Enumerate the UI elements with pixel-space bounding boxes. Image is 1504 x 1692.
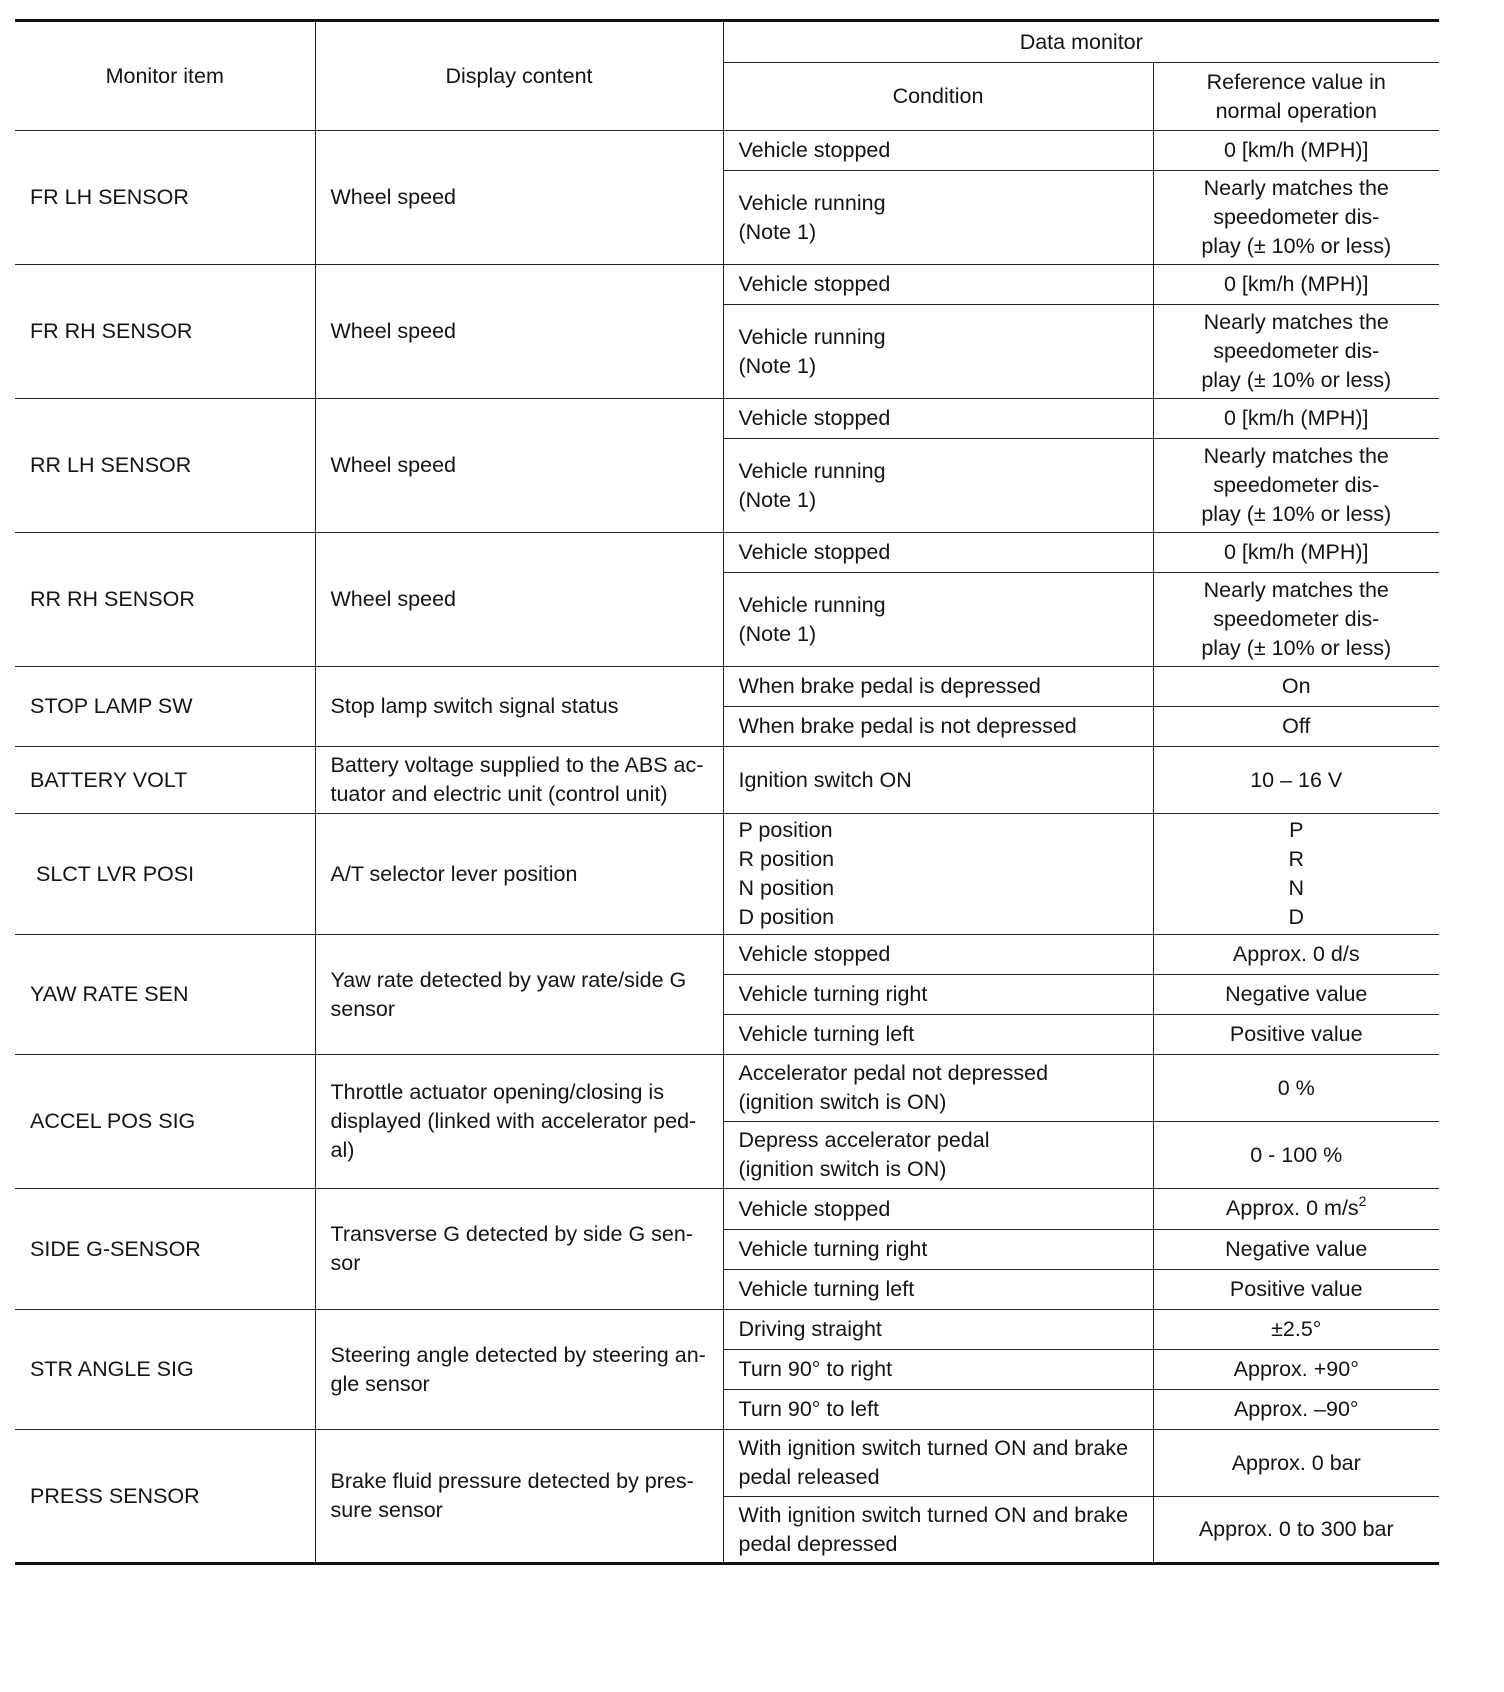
table-row <box>15 935 1439 975</box>
reference-value-text: Positive value <box>1229 1277 1363 1301</box>
display-content-cell: A/T selector lever position <box>315 814 723 935</box>
reference-value-cell <box>1153 439 1439 533</box>
reference-value-cell <box>1153 1015 1439 1055</box>
condition-cell: Vehicle turning right <box>723 1230 1153 1270</box>
reference-value-text: 0 - 100 % <box>1250 1142 1343 1167</box>
condition-cell: Vehicle stopped <box>723 935 1153 975</box>
reference-value-text: Approx. –90° <box>1233 1397 1359 1421</box>
condition-cell: Vehicle turning left <box>723 1270 1153 1310</box>
reference-value-cell <box>1153 935 1439 975</box>
monitor-item-cell: FR RH SENSOR <box>15 265 315 399</box>
display-content-cell: Brake fluid pressure detected by pres- sure sensor <box>315 1430 723 1564</box>
reference-value-cell <box>1153 1310 1439 1350</box>
condition-cell: Vehicle stopped <box>723 1189 1153 1230</box>
header-condition: Condition <box>723 63 1153 131</box>
table-row <box>15 131 1439 171</box>
condition-cell: Depress accelerator pedal (ignition switch is ON) <box>723 1122 1153 1189</box>
reference-value-cell <box>1153 707 1439 747</box>
display-content-cell: Throttle actuator opening/closing is displayed (linked with accelerator ped- al) <box>315 1055 723 1189</box>
reference-value-cell <box>1153 573 1439 667</box>
condition-cell: Vehicle stopped <box>723 265 1153 305</box>
condition-cell: P position R position N position D position <box>723 814 1153 935</box>
reference-value-text: Approx. +90° <box>1233 1357 1359 1381</box>
table-row <box>15 265 1439 305</box>
display-content-cell: Transverse G detected by side G sen- sor <box>315 1189 723 1310</box>
reference-value-cell <box>1153 747 1439 814</box>
reference-value-cell <box>1153 399 1439 439</box>
reference-value-cell <box>1153 171 1439 265</box>
reference-value-cell <box>1153 1055 1439 1122</box>
reference-value-text: Approx. 0 d/s <box>1232 942 1360 966</box>
monitor-item-cell: STOP LAMP SW <box>15 667 315 747</box>
condition-cell: With ignition switch turned ON and brake pedal released <box>723 1430 1153 1497</box>
reference-value-cell <box>1153 1350 1439 1390</box>
condition-cell: When brake pedal is depressed <box>723 667 1153 707</box>
header-data-monitor: Data monitor <box>723 21 1439 63</box>
table-row <box>15 1430 1439 1497</box>
condition-cell: Vehicle turning right <box>723 975 1153 1015</box>
table-row <box>15 399 1439 439</box>
reference-value-text: Negative value <box>1225 1237 1368 1261</box>
reference-value-cell <box>1153 131 1439 171</box>
display-content-cell: Wheel speed <box>315 399 723 533</box>
display-content-cell: Wheel speed <box>315 265 723 399</box>
condition-cell: Accelerator pedal not depressed (ignition switch is ON) <box>723 1055 1153 1122</box>
monitor-item-cell: RR RH SENSOR <box>15 533 315 667</box>
condition-cell: Vehicle running (Note 1) <box>723 439 1153 533</box>
reference-value-cell <box>1153 533 1439 573</box>
reference-value-text: P R N D <box>1288 818 1305 929</box>
reference-value-text: 0 [km/h (MPH)] <box>1223 540 1369 564</box>
header-display-content: Display content <box>315 21 723 131</box>
reference-value-cell <box>1153 265 1439 305</box>
monitor-item-cell: YAW RATE SEN <box>15 935 315 1055</box>
condition-cell: Vehicle stopped <box>723 399 1153 439</box>
table-row <box>15 1189 1439 1230</box>
table-row <box>15 747 1439 814</box>
reference-value-cell <box>1153 1270 1439 1310</box>
superscript: 2 <box>1358 1192 1367 1209</box>
reference-value-text: Approx. 0 bar <box>1231 1450 1361 1475</box>
reference-value-cell <box>1153 1497 1439 1564</box>
table-row <box>15 1055 1439 1122</box>
reference-value-text: Approx. 0 m/s <box>1226 1195 1359 1220</box>
table-body <box>15 131 1439 1564</box>
reference-value-text: Negative value <box>1225 982 1368 1006</box>
reference-value-cell <box>1153 1230 1439 1270</box>
reference-value-text: Nearly matches the speedometer dis- play (± 10% or less) <box>1201 578 1392 660</box>
reference-value-cell <box>1153 1122 1439 1189</box>
reference-value-cell <box>1153 975 1439 1015</box>
reference-value-text: 10 – 16 V <box>1250 767 1343 792</box>
condition-cell: Ignition switch ON <box>723 747 1153 814</box>
reference-value-text: ±2.5° <box>1271 1317 1322 1341</box>
display-content-cell: Battery voltage supplied to the ABS ac- tuator and electric unit (control unit) <box>315 747 723 814</box>
reference-value-text: On <box>1281 674 1311 698</box>
header-monitor-item: Monitor item <box>15 21 315 131</box>
monitor-item-cell: SIDE G-SENSOR <box>15 1189 315 1310</box>
display-content-cell: Stop lamp switch signal status <box>315 667 723 747</box>
display-content-cell: Yaw rate detected by yaw rate/side G sensor <box>315 935 723 1055</box>
header-reference-value: Reference value in normal operation <box>1206 69 1386 123</box>
reference-value-text: Approx. 0 to 300 bar <box>1198 1517 1394 1541</box>
condition-cell: When brake pedal is not depressed <box>723 707 1153 747</box>
display-content-cell: Wheel speed <box>315 131 723 265</box>
data-monitor-table-container <box>15 19 1439 1565</box>
condition-cell: Vehicle stopped <box>723 533 1153 573</box>
data-monitor-table <box>15 19 1439 1565</box>
condition-cell: Vehicle turning left <box>723 1015 1153 1055</box>
reference-value-cell <box>1153 1430 1439 1497</box>
reference-value-cell <box>1153 1189 1439 1230</box>
reference-value-cell <box>1153 814 1439 935</box>
reference-value-text: 0 [km/h (MPH)] <box>1223 272 1369 296</box>
display-content-cell: Wheel speed <box>315 533 723 667</box>
condition-cell: Turn 90° to left <box>723 1390 1153 1430</box>
table-row <box>15 667 1439 707</box>
monitor-item-cell: SLCT LVR POSI <box>15 814 315 935</box>
condition-cell: Vehicle running (Note 1) <box>723 171 1153 265</box>
reference-value-text: Off <box>1282 714 1311 738</box>
reference-value-text: Nearly matches the speedometer dis- play (± 10% or less) <box>1201 176 1392 258</box>
monitor-item-cell: PRESS SENSOR <box>15 1430 315 1564</box>
monitor-item-cell: RR LH SENSOR <box>15 399 315 533</box>
table-row <box>15 1310 1439 1350</box>
reference-value-cell <box>1153 305 1439 399</box>
reference-value-text: Nearly matches the speedometer dis- play (± 10% or less) <box>1201 444 1392 526</box>
table-row <box>15 533 1439 573</box>
monitor-item-cell: FR LH SENSOR <box>15 131 315 265</box>
condition-cell: With ignition switch turned ON and brake pedal depressed <box>723 1497 1153 1564</box>
monitor-item-cell: ACCEL POS SIG <box>15 1055 315 1189</box>
reference-value-text: Nearly matches the speedometer dis- play (± 10% or less) <box>1201 310 1392 392</box>
condition-cell: Driving straight <box>723 1310 1153 1350</box>
condition-cell: Vehicle stopped <box>723 131 1153 171</box>
reference-value-text: Positive value <box>1229 1022 1363 1046</box>
reference-value-text: 0 % <box>1277 1075 1315 1100</box>
reference-value-text: 0 [km/h (MPH)] <box>1223 138 1369 162</box>
monitor-item-cell: BATTERY VOLT <box>15 747 315 814</box>
reference-value-text: 0 [km/h (MPH)] <box>1223 406 1369 430</box>
reference-value-cell <box>1153 1390 1439 1430</box>
condition-cell: Vehicle running (Note 1) <box>723 573 1153 667</box>
table-row <box>15 814 1439 935</box>
monitor-item-cell: STR ANGLE SIG <box>15 1310 315 1430</box>
display-content-cell: Steering angle detected by steering an- gle sensor <box>315 1310 723 1430</box>
condition-cell: Vehicle running (Note 1) <box>723 305 1153 399</box>
reference-value-cell <box>1153 667 1439 707</box>
condition-cell: Turn 90° to right <box>723 1350 1153 1390</box>
